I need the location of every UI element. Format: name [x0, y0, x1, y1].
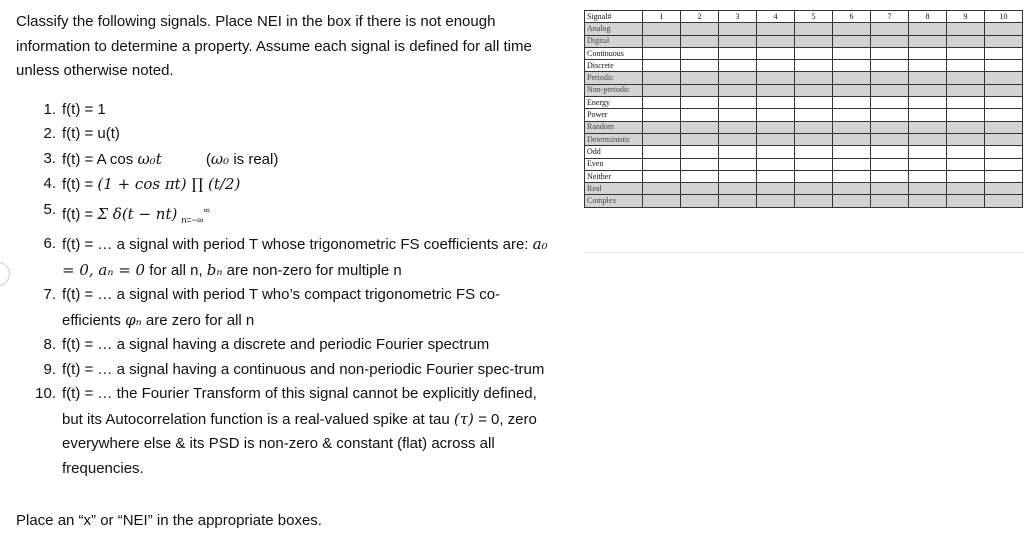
answer-cell[interactable]	[795, 72, 833, 84]
answer-cell[interactable]	[947, 121, 985, 133]
problem-1	[16, 98, 556, 123]
answer-cell[interactable]	[681, 146, 719, 158]
answer-cell[interactable]	[795, 158, 833, 170]
corner-header: Signal#	[585, 11, 643, 23]
answer-cell[interactable]	[795, 47, 833, 59]
answer-cell[interactable]	[985, 35, 1023, 47]
problem-number: 1.	[43, 100, 56, 118]
row-label: Non-periodic	[585, 84, 643, 96]
row-label: Neither	[585, 170, 643, 182]
problem-text: f(t) = … the Fourier Transform of this signal cannot be explicitly defined, but its Autocorrelation function is a real-valued spike at tau	[62, 385, 537, 428]
answer-cell[interactable]	[985, 109, 1023, 121]
answer-cell[interactable]	[871, 47, 909, 59]
answer-cell[interactable]	[909, 183, 947, 195]
answer-cell[interactable]	[795, 97, 833, 109]
answer-cell[interactable]	[757, 47, 795, 59]
table-row	[585, 47, 1023, 59]
problem-text	[16, 10, 556, 481]
answer-cell[interactable]	[681, 170, 719, 182]
answer-cell[interactable]	[757, 97, 795, 109]
answer-cell[interactable]	[871, 121, 909, 133]
answer-cell[interactable]	[643, 109, 681, 121]
problem-text: f(t) = … a signal with period T who’s compact trigonometric FS co-efficients	[62, 286, 501, 329]
answer-cell[interactable]	[909, 109, 947, 121]
answer-cell[interactable]	[947, 97, 985, 109]
row-label: Power	[585, 109, 643, 121]
answer-cell[interactable]	[985, 195, 1023, 207]
table-row	[585, 84, 1023, 96]
answer-cell[interactable]	[947, 133, 985, 145]
answer-cell[interactable]	[909, 146, 947, 158]
answer-cell[interactable]	[795, 109, 833, 121]
table-row	[585, 183, 1023, 195]
answer-cell[interactable]	[643, 97, 681, 109]
answer-cell[interactable]	[833, 133, 871, 145]
math-expression: ω₀	[210, 149, 230, 168]
sum-lower-limit: n=−∞	[181, 214, 204, 225]
answer-cell[interactable]	[681, 84, 719, 96]
answer-cell[interactable]	[871, 170, 909, 182]
answer-cell[interactable]	[909, 23, 947, 35]
answer-cell[interactable]	[909, 121, 947, 133]
answer-cell[interactable]	[947, 109, 985, 121]
answer-cell[interactable]	[757, 60, 795, 72]
math-expression: ω₀t	[137, 149, 162, 168]
table-row	[585, 133, 1023, 145]
answer-cell[interactable]	[757, 146, 795, 158]
problem-number: 3.	[43, 149, 56, 167]
answer-cell[interactable]	[985, 84, 1023, 96]
problem-7	[16, 283, 556, 333]
answer-cell[interactable]	[719, 158, 757, 170]
answer-cell[interactable]	[985, 170, 1023, 182]
answer-cell[interactable]	[909, 84, 947, 96]
math-expression: (τ)	[453, 409, 474, 428]
row-label: Periodic	[585, 72, 643, 84]
problem-5	[16, 198, 556, 233]
column-header: 7	[871, 11, 909, 23]
problem-text: f(t) = A cos	[62, 150, 138, 168]
answer-cell[interactable]	[757, 183, 795, 195]
table-row	[585, 146, 1023, 158]
row-label: Odd	[585, 146, 643, 158]
problem-text: for all n,	[145, 261, 207, 279]
answer-cell[interactable]	[871, 97, 909, 109]
answer-cell[interactable]	[643, 146, 681, 158]
problem-note	[206, 151, 278, 168]
problem-2	[16, 122, 556, 147]
answer-cell[interactable]	[681, 72, 719, 84]
math-expression: bₙ	[206, 260, 223, 279]
note-text: is real)	[229, 150, 279, 168]
answer-cell[interactable]	[871, 109, 909, 121]
answer-cell[interactable]	[719, 195, 757, 207]
column-header: 2	[681, 11, 719, 23]
answer-cell[interactable]	[909, 170, 947, 182]
answer-cell[interactable]	[909, 60, 947, 72]
answer-cell[interactable]	[719, 109, 757, 121]
column-header: 1	[643, 11, 681, 23]
answer-cell[interactable]	[985, 72, 1023, 84]
answer-cell[interactable]	[833, 146, 871, 158]
answer-cell[interactable]	[871, 60, 909, 72]
answer-cell[interactable]	[871, 35, 909, 47]
answer-cell[interactable]	[947, 84, 985, 96]
table-row	[585, 60, 1023, 72]
answer-cell[interactable]	[681, 133, 719, 145]
answer-cell[interactable]	[757, 72, 795, 84]
answer-cell[interactable]	[795, 170, 833, 182]
table-row	[585, 195, 1023, 207]
answer-cell[interactable]	[757, 23, 795, 35]
answer-cell[interactable]	[871, 146, 909, 158]
answer-cell[interactable]	[947, 146, 985, 158]
note-open: (	[205, 150, 211, 168]
column-header: 5	[795, 11, 833, 23]
answer-cell[interactable]	[909, 97, 947, 109]
column-header: 10	[985, 11, 1023, 23]
answer-cell[interactable]	[643, 183, 681, 195]
problem-text: f(t) = … a signal with period T whose trigonometric FS coefficients are:	[62, 236, 533, 253]
answer-cell[interactable]	[757, 195, 795, 207]
row-label: Analog	[585, 23, 643, 35]
table-row	[585, 109, 1023, 121]
table-row	[585, 35, 1023, 47]
answer-cell[interactable]	[985, 146, 1023, 158]
answer-cell[interactable]	[719, 146, 757, 158]
problem-number: 2.	[43, 125, 56, 142]
table-row	[585, 97, 1023, 109]
problem-3	[16, 147, 556, 173]
answer-cell[interactable]	[795, 195, 833, 207]
answer-cell[interactable]	[947, 72, 985, 84]
math-expression: (1 + cos πt) ∏ (t/2)	[97, 175, 241, 193]
answer-cell[interactable]	[719, 183, 757, 195]
table-row	[585, 158, 1023, 170]
answer-cell[interactable]	[757, 84, 795, 96]
problem-number: 9.	[43, 360, 56, 378]
table-row	[585, 170, 1023, 182]
problem-10	[16, 382, 556, 481]
answer-cell[interactable]	[947, 35, 985, 47]
answer-cell[interactable]	[719, 170, 757, 182]
problem-number: 6.	[43, 235, 56, 252]
column-header: 8	[909, 11, 947, 23]
math-expression: φₙ	[125, 310, 142, 329]
answer-cell[interactable]	[871, 72, 909, 84]
column-header: 3	[719, 11, 757, 23]
answer-cell[interactable]	[681, 183, 719, 195]
answer-cell[interactable]	[833, 183, 871, 195]
row-label: Complex	[585, 195, 643, 207]
table-body	[585, 23, 1023, 207]
answer-cell[interactable]	[833, 158, 871, 170]
answer-cell[interactable]	[643, 170, 681, 182]
answer-cell[interactable]	[833, 121, 871, 133]
answer-cell[interactable]	[871, 133, 909, 145]
answer-cell[interactable]	[643, 60, 681, 72]
answer-cell[interactable]	[643, 121, 681, 133]
answer-cell[interactable]	[681, 195, 719, 207]
problem-text: f(t) = u(t)	[62, 125, 120, 142]
problem-number: 4.	[43, 175, 56, 192]
answer-cell[interactable]	[985, 23, 1023, 35]
row-label: Real	[585, 183, 643, 195]
answer-cell[interactable]	[985, 133, 1023, 145]
column-header: 9	[947, 11, 985, 23]
answer-cell[interactable]	[985, 47, 1023, 59]
problem-number: 10.	[35, 385, 56, 402]
problem-9	[16, 358, 556, 383]
answer-cell[interactable]	[795, 146, 833, 158]
answer-cell[interactable]	[871, 158, 909, 170]
answer-cell[interactable]	[833, 170, 871, 182]
answer-cell[interactable]	[795, 60, 833, 72]
answer-cell[interactable]	[719, 72, 757, 84]
problem-number: 8.	[43, 336, 56, 353]
answer-cell[interactable]	[795, 133, 833, 145]
answer-cell[interactable]	[757, 121, 795, 133]
problem-text: f(t) =	[62, 176, 98, 193]
row-label: Even	[585, 158, 643, 170]
answer-cell[interactable]	[719, 23, 757, 35]
answer-cell[interactable]	[871, 84, 909, 96]
table-row	[585, 72, 1023, 84]
answer-cell[interactable]	[871, 23, 909, 35]
answer-cell[interactable]	[871, 195, 909, 207]
answer-cell[interactable]	[681, 121, 719, 133]
answer-cell[interactable]	[985, 121, 1023, 133]
answer-cell[interactable]	[833, 60, 871, 72]
answer-cell[interactable]	[643, 72, 681, 84]
answer-cell[interactable]	[719, 97, 757, 109]
problem-4	[16, 172, 556, 198]
problem-text: are non-zero for multiple n	[222, 261, 402, 279]
answer-cell[interactable]	[719, 35, 757, 47]
answer-cell[interactable]	[947, 60, 985, 72]
math-expression: a₀ = 0, aₙ = 0	[62, 235, 548, 279]
answer-cell[interactable]	[833, 84, 871, 96]
answer-cell[interactable]	[833, 35, 871, 47]
sum-upper-limit: ∞	[203, 204, 210, 215]
answer-cell[interactable]	[757, 109, 795, 121]
table-row	[585, 121, 1023, 133]
problem-6	[16, 232, 556, 283]
column-header: 6	[833, 11, 871, 23]
table-header-row	[585, 11, 1023, 23]
problem-text: f(t) = … a signal having a continuous and non-periodic Fourier spec-trum	[62, 360, 545, 378]
answer-cell[interactable]	[947, 23, 985, 35]
problem-text: f(t) = … a signal having a discrete and periodic Fourier spectrum	[62, 336, 490, 353]
table-row	[585, 23, 1023, 35]
answer-cell[interactable]	[909, 72, 947, 84]
answer-cell[interactable]	[757, 170, 795, 182]
answer-cell[interactable]	[909, 35, 947, 47]
answer-cell[interactable]	[681, 60, 719, 72]
answer-cell[interactable]	[719, 121, 757, 133]
answer-cell[interactable]	[985, 60, 1023, 72]
answer-cell[interactable]	[643, 133, 681, 145]
answer-cell[interactable]	[681, 35, 719, 47]
answer-cell[interactable]	[833, 47, 871, 59]
answer-cell[interactable]	[909, 158, 947, 170]
answer-cell[interactable]	[795, 121, 833, 133]
problem-text: = 0, zero everywhere else & its PSD is non-zero & constant (flat) across all frequencies.	[62, 410, 537, 477]
answer-cell[interactable]	[985, 97, 1023, 109]
answer-cell[interactable]	[947, 195, 985, 207]
answer-cell[interactable]	[681, 97, 719, 109]
row-label: Energy	[585, 97, 643, 109]
answer-cell[interactable]	[795, 84, 833, 96]
answer-cell[interactable]	[909, 47, 947, 59]
answer-cell[interactable]	[947, 158, 985, 170]
answer-cell[interactable]	[833, 97, 871, 109]
answer-cell[interactable]	[719, 60, 757, 72]
answer-cell[interactable]	[909, 133, 947, 145]
problem-text: f(t) = 1	[62, 100, 106, 118]
answer-cell[interactable]	[643, 47, 681, 59]
answer-cell[interactable]	[833, 72, 871, 84]
answer-cell[interactable]	[643, 195, 681, 207]
answer-cell[interactable]	[833, 23, 871, 35]
answer-cell[interactable]	[643, 84, 681, 96]
edge-circle-decoration	[0, 262, 10, 286]
row-label: Continuous	[585, 47, 643, 59]
answer-cell[interactable]	[833, 195, 871, 207]
problem-text: are zero for all n	[141, 311, 255, 329]
answer-cell[interactable]	[795, 23, 833, 35]
classification-table	[584, 10, 1023, 208]
answer-cell[interactable]	[795, 183, 833, 195]
answer-cell[interactable]	[757, 158, 795, 170]
answer-cell[interactable]	[947, 183, 985, 195]
column-header: 4	[757, 11, 795, 23]
answer-cell[interactable]	[757, 133, 795, 145]
answer-cell[interactable]	[681, 23, 719, 35]
answer-cell[interactable]	[643, 35, 681, 47]
answer-cell[interactable]	[719, 84, 757, 96]
row-label: Discrete	[585, 60, 643, 72]
answer-cell[interactable]	[681, 109, 719, 121]
problem-list	[16, 98, 556, 482]
answer-cell[interactable]	[719, 47, 757, 59]
answer-cell[interactable]	[985, 158, 1023, 170]
answer-cell[interactable]	[871, 183, 909, 195]
problem-text: f(t) =	[62, 205, 98, 223]
answer-cell[interactable]	[947, 47, 985, 59]
row-label: Random	[585, 121, 643, 133]
answer-cell[interactable]	[681, 158, 719, 170]
answer-cell[interactable]	[643, 23, 681, 35]
answer-cell[interactable]	[985, 183, 1023, 195]
instructions-footer: Place an “x” or “NEI” in the appropriate boxes.	[16, 512, 322, 529]
answer-cell[interactable]	[909, 195, 947, 207]
answer-cell[interactable]	[795, 35, 833, 47]
problem-8	[16, 333, 556, 358]
answer-cell[interactable]	[947, 170, 985, 182]
answer-cell[interactable]	[719, 133, 757, 145]
row-label: Digital	[585, 35, 643, 47]
answer-cell[interactable]	[757, 35, 795, 47]
row-label: Deterministic	[585, 133, 643, 145]
problem-number: 5.	[43, 200, 56, 218]
problem-number: 7.	[43, 286, 56, 303]
answer-cell[interactable]	[643, 158, 681, 170]
divider	[584, 252, 1024, 253]
intro-paragraph: Classify the following signals. Place NEI in the box if there is not enough information to determine a property. Assume each signal is defined for all time unless otherwise noted.	[16, 13, 532, 79]
math-expression: Σ δ(t − nt)	[97, 204, 178, 223]
answer-cell[interactable]	[833, 109, 871, 121]
answer-cell[interactable]	[681, 47, 719, 59]
